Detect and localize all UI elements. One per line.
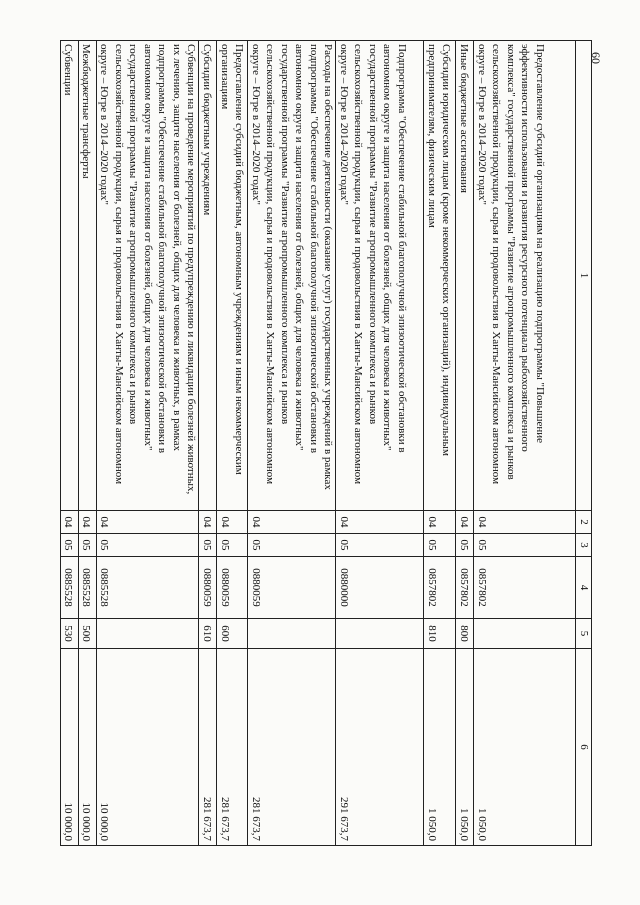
expense-type-cell: 600 <box>217 619 248 649</box>
budget-table <box>60 40 592 846</box>
expense-type-cell <box>474 619 576 649</box>
expense-type-cell: 800 <box>456 619 474 649</box>
amount-cell: 281 673,7 <box>248 649 336 846</box>
amount-cell: 281 673,7 <box>199 649 217 846</box>
subsection-code-cell: 05 <box>424 534 456 557</box>
subsection-code-cell: 05 <box>217 534 248 557</box>
table-row <box>248 41 336 846</box>
row-name-cell: Подпрограмма "Обеспечение стабильной благополучной эпизоотической обстановки в автономном округе и защита населения от болезней, общих для человека и животных" государственной программы "Развитие агропромышленного комплекса и рынков сельскохозяйственной продукции, сырья и продовольствия в Ханты-Мансийском автономном округе – Югре в 2014–2020 годах" <box>336 41 424 511</box>
expense-type-cell <box>248 619 336 649</box>
header-cell-5: 5 <box>576 619 592 649</box>
expense-type-cell <box>97 619 200 649</box>
table-row <box>79 41 97 846</box>
header-row <box>576 41 592 846</box>
row-name-cell: Предоставление субсидий бюджетным, автономным учреждениям и иным некоммерческим организациям <box>217 41 248 511</box>
section-code-cell: 04 <box>217 511 248 534</box>
subsection-code-cell: 05 <box>61 534 79 557</box>
row-name-cell: Предоставление субсидий организациям на реализацию подпрограммы "Повышение эффективности использования и развития ресурсного потенциала рыбохозяйственного комплекса" государственной программы "Развитие агропромышленного комплекса и рынков сельскохозяйственной продукции, сырья и продовольствия в Ханты-Мансийском автономном округе – Югре в 2014–2020 годах" <box>474 41 576 511</box>
row-name-cell: Иные бюджетные ассигнования <box>456 41 474 511</box>
expense-type-cell <box>336 619 424 649</box>
row-name-cell: Субсидии бюджетным учреждениям <box>199 41 217 511</box>
subsection-code-cell: 05 <box>97 534 200 557</box>
target-article-cell: 0880059 <box>199 557 217 619</box>
header-cell-2: 2 <box>576 511 592 534</box>
row-name-cell: Субвенции на проведение мероприятий по предупреждению и ликвидации болезней животных, их лечению, защите населения от болезней, общих для человека и животных, в рамках подпрограммы "Обеспечение стабильной благополучной эпизоотической обстановки в автономном округе и защита населения от болезней, общих для человека и животных" государственной программы "Развитие агропромышленного комплекса и рынков сельскохозяйственной продукции, сырья и продовольствия в Ханты-Мансийском автономном округе – Югре в 2014–2020 годах" <box>97 41 200 511</box>
table-row <box>474 41 576 846</box>
target-article-cell: 0880059 <box>248 557 336 619</box>
row-name-cell: Субсидии юридическим лицам (кроме некоммерческих организаций), индивидуальным предпринимателям, физическим лицам <box>424 41 456 511</box>
table-row <box>336 41 424 846</box>
subsection-code-cell: 05 <box>79 534 97 557</box>
subsection-code-cell: 05 <box>456 534 474 557</box>
subsection-code-cell: 05 <box>336 534 424 557</box>
amount-cell: 1 050,0 <box>474 649 576 846</box>
table-row <box>456 41 474 846</box>
page-number: 60 <box>589 52 603 64</box>
section-code-cell: 04 <box>248 511 336 534</box>
amount-cell: 1 050,0 <box>456 649 474 846</box>
table-row <box>97 41 200 846</box>
target-article-cell: 0857802 <box>456 557 474 619</box>
section-code-cell: 04 <box>336 511 424 534</box>
subsection-code-cell: 05 <box>248 534 336 557</box>
row-name-cell: Субвенции <box>61 41 79 511</box>
section-code-cell: 04 <box>97 511 200 534</box>
subsection-code-cell: 05 <box>474 534 576 557</box>
target-article-cell: 0857802 <box>424 557 456 619</box>
table-row <box>61 41 79 846</box>
row-name-cell: Межбюджетные трансферты <box>79 41 97 511</box>
target-article-cell: 0880000 <box>336 557 424 619</box>
target-article-cell: 0857802 <box>474 557 576 619</box>
section-code-cell: 04 <box>424 511 456 534</box>
section-code-cell: 04 <box>474 511 576 534</box>
amount-cell: 1 050,0 <box>424 649 456 846</box>
section-code-cell: 04 <box>199 511 217 534</box>
amount-cell: 10 000,0 <box>97 649 200 846</box>
amount-cell: 281 673,7 <box>217 649 248 846</box>
table-row <box>217 41 248 846</box>
amount-cell: 10 000,0 <box>79 649 97 846</box>
expense-type-cell: 530 <box>61 619 79 649</box>
target-article-cell: 0880059 <box>217 557 248 619</box>
amount-cell: 291 673,7 <box>336 649 424 846</box>
section-code-cell: 04 <box>456 511 474 534</box>
target-article-cell: 0885528 <box>79 557 97 619</box>
amount-cell: 10 000,0 <box>61 649 79 846</box>
header-cell-1: 1 <box>576 41 592 511</box>
header-cell-6: 6 <box>576 649 592 846</box>
table-row <box>199 41 217 846</box>
target-article-cell: 0885528 <box>97 557 200 619</box>
header-cell-4: 4 <box>576 557 592 619</box>
section-code-cell: 04 <box>61 511 79 534</box>
expense-type-cell: 500 <box>79 619 97 649</box>
header-cell-3: 3 <box>576 534 592 557</box>
subsection-code-cell: 05 <box>199 534 217 557</box>
expense-type-cell: 610 <box>199 619 217 649</box>
target-article-cell: 0885528 <box>61 557 79 619</box>
section-code-cell: 04 <box>79 511 97 534</box>
expense-type-cell: 810 <box>424 619 456 649</box>
row-name-cell: Расходы на обеспечение деятельности (оказание услуг) государственных учреждений в рамках подпрограммы "Обеспечение стабильной благополучной эпизоотической обстановки в автономном округе и защита населения от болезней, общих для человека и животных" государственной программы "Развитие агропромышленного комплекса и рынков сельскохозяйственной продукции, сырья и продовольствия в Ханты-Мансийском автономном округе – Югре в 2014–2020 годах" <box>248 41 336 511</box>
rotated-table-container <box>62 40 592 845</box>
table-row <box>424 41 456 846</box>
